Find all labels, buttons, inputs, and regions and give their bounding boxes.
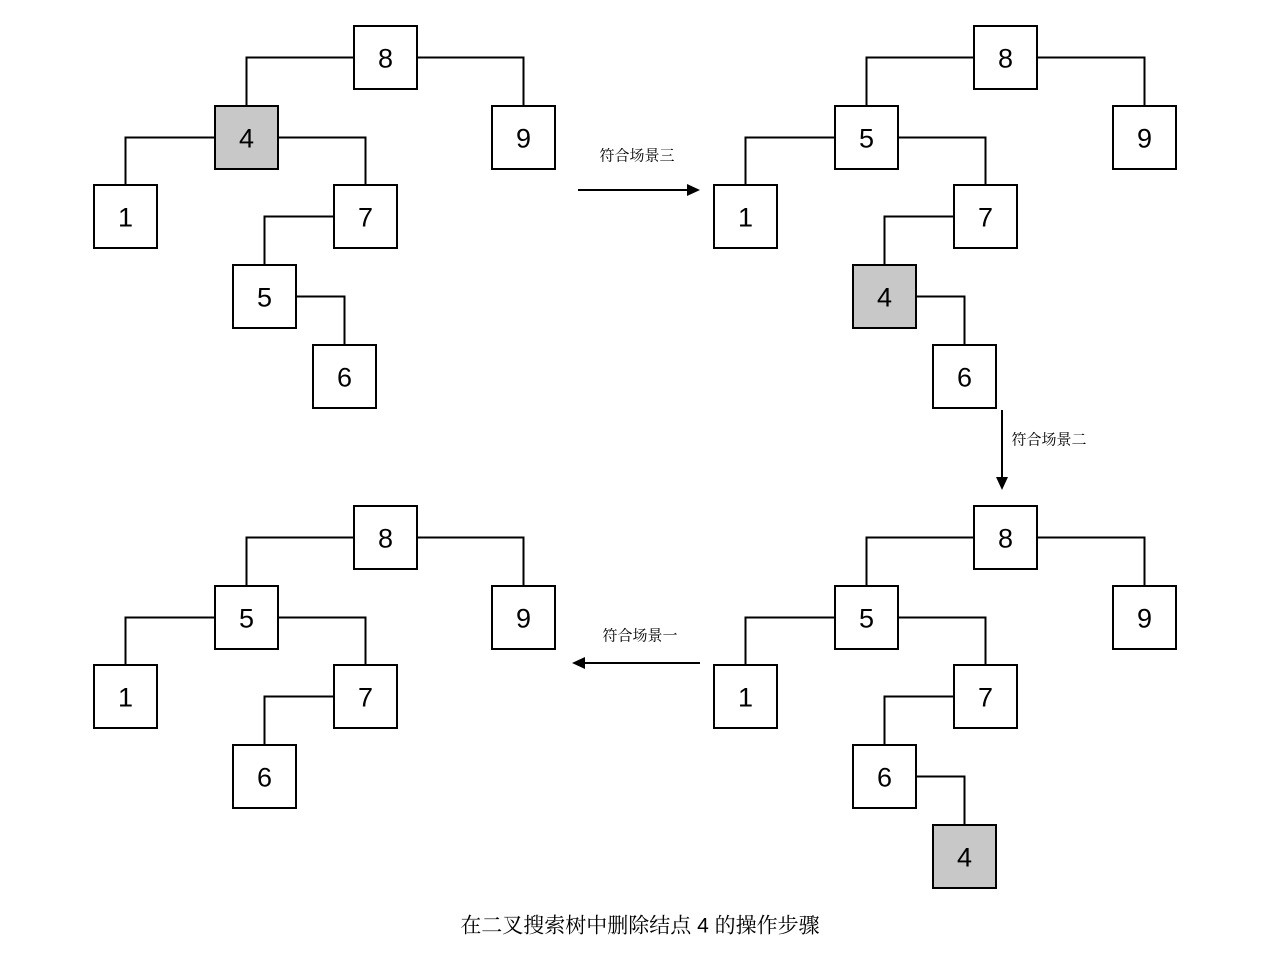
tree-node-label: 5 bbox=[238, 603, 255, 634]
tree-node[interactable] bbox=[954, 665, 1017, 728]
arrow-case-one bbox=[572, 628, 700, 670]
arrow-case-three bbox=[578, 148, 700, 197]
tree-edge bbox=[265, 217, 335, 266]
tree-node-label: 1 bbox=[737, 682, 754, 713]
tree-edge bbox=[247, 58, 355, 107]
tree-node-label: 8 bbox=[377, 43, 394, 74]
tree-node-label: 5 bbox=[256, 282, 273, 313]
arrow-label: 符合场景三 bbox=[599, 147, 675, 165]
tree-edge bbox=[1037, 538, 1145, 587]
tree-edge bbox=[916, 297, 965, 346]
tree-node[interactable] bbox=[1113, 586, 1176, 649]
tree-node-label: 6 bbox=[336, 362, 353, 393]
tree-node-label: 1 bbox=[737, 202, 754, 233]
tree-node[interactable] bbox=[334, 665, 397, 728]
tree-edge bbox=[746, 138, 836, 186]
tree-edge bbox=[126, 138, 216, 186]
tree-node-label: 1 bbox=[117, 202, 134, 233]
tree-node[interactable] bbox=[215, 586, 278, 649]
tree-edge bbox=[296, 297, 345, 346]
tree-edge bbox=[265, 697, 335, 746]
arrow-head-icon bbox=[996, 477, 1008, 490]
tree-node[interactable] bbox=[835, 586, 898, 649]
tree-edge bbox=[417, 58, 524, 107]
tree-node[interactable] bbox=[714, 665, 777, 728]
tree-edge bbox=[746, 618, 836, 666]
arrow-case-two bbox=[996, 410, 1087, 490]
tree-node[interactable] bbox=[354, 506, 417, 569]
tree-node-label: 6 bbox=[956, 362, 973, 393]
tree-edge bbox=[898, 618, 986, 666]
tree-node[interactable] bbox=[933, 825, 996, 888]
tree-edge bbox=[247, 538, 355, 587]
tree-node[interactable] bbox=[492, 106, 555, 169]
tree-node-label: 5 bbox=[858, 603, 875, 634]
tree-edge bbox=[885, 217, 955, 266]
tree-node[interactable] bbox=[215, 106, 278, 169]
arrow-label: 符合场景一 bbox=[602, 627, 678, 645]
tree-node-label: 4 bbox=[238, 123, 255, 154]
tree-node[interactable] bbox=[334, 185, 397, 248]
tree-node-label: 1 bbox=[117, 682, 134, 713]
tree-node[interactable] bbox=[492, 586, 555, 649]
tree-edge bbox=[867, 538, 975, 587]
tree-node[interactable] bbox=[853, 265, 916, 328]
tree-edge bbox=[898, 138, 986, 186]
tree-node[interactable] bbox=[233, 265, 296, 328]
tree-node-label: 7 bbox=[977, 682, 994, 713]
tree-node-label: 9 bbox=[515, 123, 532, 154]
diagram-caption: 在二叉搜索树中删除结点 4 的操作步骤 bbox=[460, 914, 820, 938]
tree-edge bbox=[417, 538, 524, 587]
tree-edge bbox=[126, 618, 216, 666]
tree-node-label: 6 bbox=[256, 762, 273, 793]
arrow-head-icon bbox=[687, 184, 700, 196]
tree-node-label: 8 bbox=[377, 523, 394, 554]
tree-node[interactable] bbox=[954, 185, 1017, 248]
tree-node[interactable] bbox=[94, 665, 157, 728]
tree-node-label: 4 bbox=[956, 842, 973, 873]
tree-node-label: 5 bbox=[858, 123, 875, 154]
tree-node[interactable] bbox=[714, 185, 777, 248]
tree-node[interactable] bbox=[853, 745, 916, 808]
tree-node-label: 7 bbox=[357, 202, 374, 233]
tree-node[interactable] bbox=[313, 345, 376, 408]
tree-node[interactable] bbox=[94, 185, 157, 248]
tree-node-label: 7 bbox=[977, 202, 994, 233]
arrow-label: 符合场景二 bbox=[1011, 431, 1087, 449]
tree-node-label: 9 bbox=[515, 603, 532, 634]
tree-node[interactable] bbox=[933, 345, 996, 408]
tree-node[interactable] bbox=[974, 506, 1037, 569]
tree-node[interactable] bbox=[233, 745, 296, 808]
tree-edge bbox=[916, 777, 965, 826]
tree-node-label: 8 bbox=[997, 523, 1014, 554]
arrow-head-icon bbox=[572, 657, 585, 669]
tree-edge bbox=[867, 58, 975, 107]
tree-node[interactable] bbox=[835, 106, 898, 169]
tree-node[interactable] bbox=[354, 26, 417, 89]
tree-node-label: 9 bbox=[1136, 603, 1153, 634]
tree-node-label: 6 bbox=[876, 762, 893, 793]
tree-edge bbox=[885, 697, 955, 746]
tree-node[interactable] bbox=[1113, 106, 1176, 169]
tree-node-label: 9 bbox=[1136, 123, 1153, 154]
tree-edge bbox=[278, 138, 366, 186]
tree-edge bbox=[278, 618, 366, 666]
tree-edge bbox=[1037, 58, 1145, 107]
tree-node[interactable] bbox=[974, 26, 1037, 89]
tree-node-label: 8 bbox=[997, 43, 1014, 74]
tree-node-label: 7 bbox=[357, 682, 374, 713]
tree-node-label: 4 bbox=[876, 282, 893, 313]
